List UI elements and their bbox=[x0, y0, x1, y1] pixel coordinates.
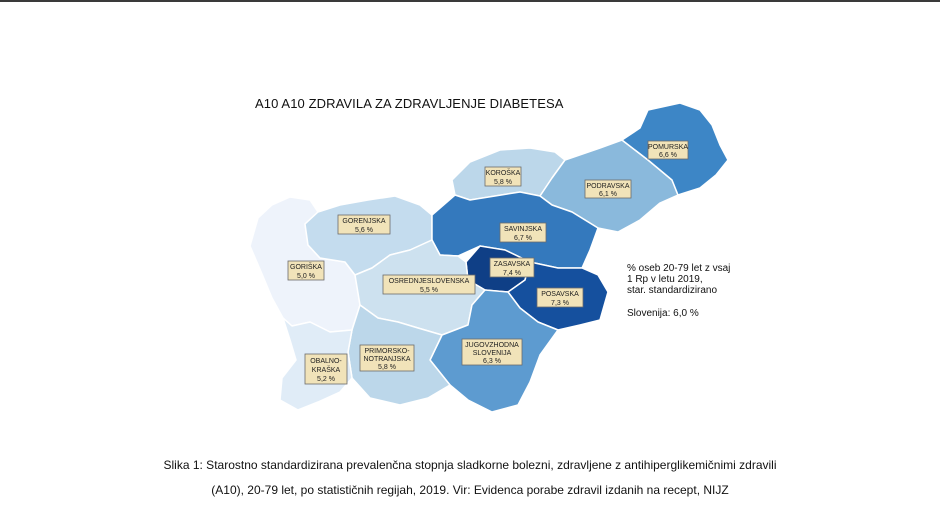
legend-line-1: % oseb 20-79 let z vsaj bbox=[627, 263, 731, 274]
figure-caption-line-2: (A10), 20-79 let, po statističnih regijah, 2019. Vir: Evidenca porabe zdravil izdanih na recept, NIJZ bbox=[211, 483, 729, 497]
label-gorenjska bbox=[338, 215, 390, 234]
legend-line-2: 1 Rp v letu 2019, bbox=[627, 274, 703, 285]
label-savinjska-name: SAVINJSKA bbox=[504, 226, 542, 233]
label-goriska bbox=[288, 261, 324, 280]
label-zasavska-name: ZASAVSKA bbox=[493, 261, 531, 268]
label-savinjska-value: 6,7 % bbox=[514, 235, 532, 242]
label-posavska bbox=[537, 288, 583, 307]
label-osrednjeslovenska bbox=[383, 275, 475, 294]
label-osrednjeslovenska-value: 5,5 % bbox=[420, 287, 438, 294]
label-obalno-name1: OBALNO- bbox=[310, 358, 342, 365]
label-koroska-value: 5,8 % bbox=[494, 179, 512, 186]
label-primorsko-value: 5,8 % bbox=[378, 364, 396, 371]
label-jugovzhodna-value: 6,3 % bbox=[483, 358, 501, 365]
label-pomurska-value: 6,6 % bbox=[659, 152, 677, 159]
label-gorenjska-value: 5,6 % bbox=[355, 227, 373, 234]
label-zasavska bbox=[490, 258, 534, 277]
label-osrednjeslovenska-name: OSREDNJESLOVENSKA bbox=[388, 278, 470, 285]
map-legend bbox=[627, 263, 730, 319]
label-obalno bbox=[305, 354, 347, 384]
label-pomurska bbox=[648, 141, 688, 159]
label-koroska-name: KOROŠKA bbox=[485, 170, 521, 177]
label-goriska-value: 5,0 % bbox=[297, 273, 315, 280]
label-savinjska bbox=[500, 223, 546, 242]
label-jugovzhodna-name2: SLOVENIJA bbox=[472, 350, 512, 357]
label-podravska-value: 6,1 % bbox=[599, 191, 617, 198]
label-koroska bbox=[485, 167, 521, 186]
label-podravska bbox=[585, 180, 631, 198]
label-podravska-name: PODRAVSKA bbox=[586, 183, 630, 190]
map-title: A10 A10 ZDRAVILA ZA ZDRAVLJENJE DIABETESA bbox=[255, 96, 564, 111]
label-goriska-name: GORIŠKA bbox=[290, 264, 322, 271]
label-zasavska-value: 7,4 % bbox=[503, 270, 521, 277]
legend-line-3: star. standardizirano bbox=[627, 285, 718, 296]
label-primorsko-name1: PRIMORSKO- bbox=[364, 348, 410, 355]
label-primorsko-name2: NOTRANJSKA bbox=[363, 356, 411, 363]
label-obalno-value: 5,2 % bbox=[317, 376, 335, 383]
label-posavska-value: 7,3 % bbox=[551, 300, 569, 307]
label-jugovzhodna-name1: JUGOVZHODNA bbox=[465, 342, 519, 349]
label-pomurska-name: POMURSKA bbox=[647, 144, 689, 151]
label-posavska-name: POSAVSKA bbox=[541, 291, 579, 298]
label-obalno-name2: KRAŠKA bbox=[311, 367, 341, 374]
legend-slovenia-average: Slovenija: 6,0 % bbox=[627, 308, 699, 319]
label-jugovzhodna bbox=[462, 339, 522, 365]
label-primorsko bbox=[360, 345, 414, 371]
label-gorenjska-name: GORENJSKA bbox=[342, 218, 386, 225]
figure-caption-line-1: Slika 1: Starostno standardizirana prevalenčna stopnja sladkorne bolezni, zdravljene z antihiperglikemičnimi zdravili bbox=[163, 458, 777, 472]
